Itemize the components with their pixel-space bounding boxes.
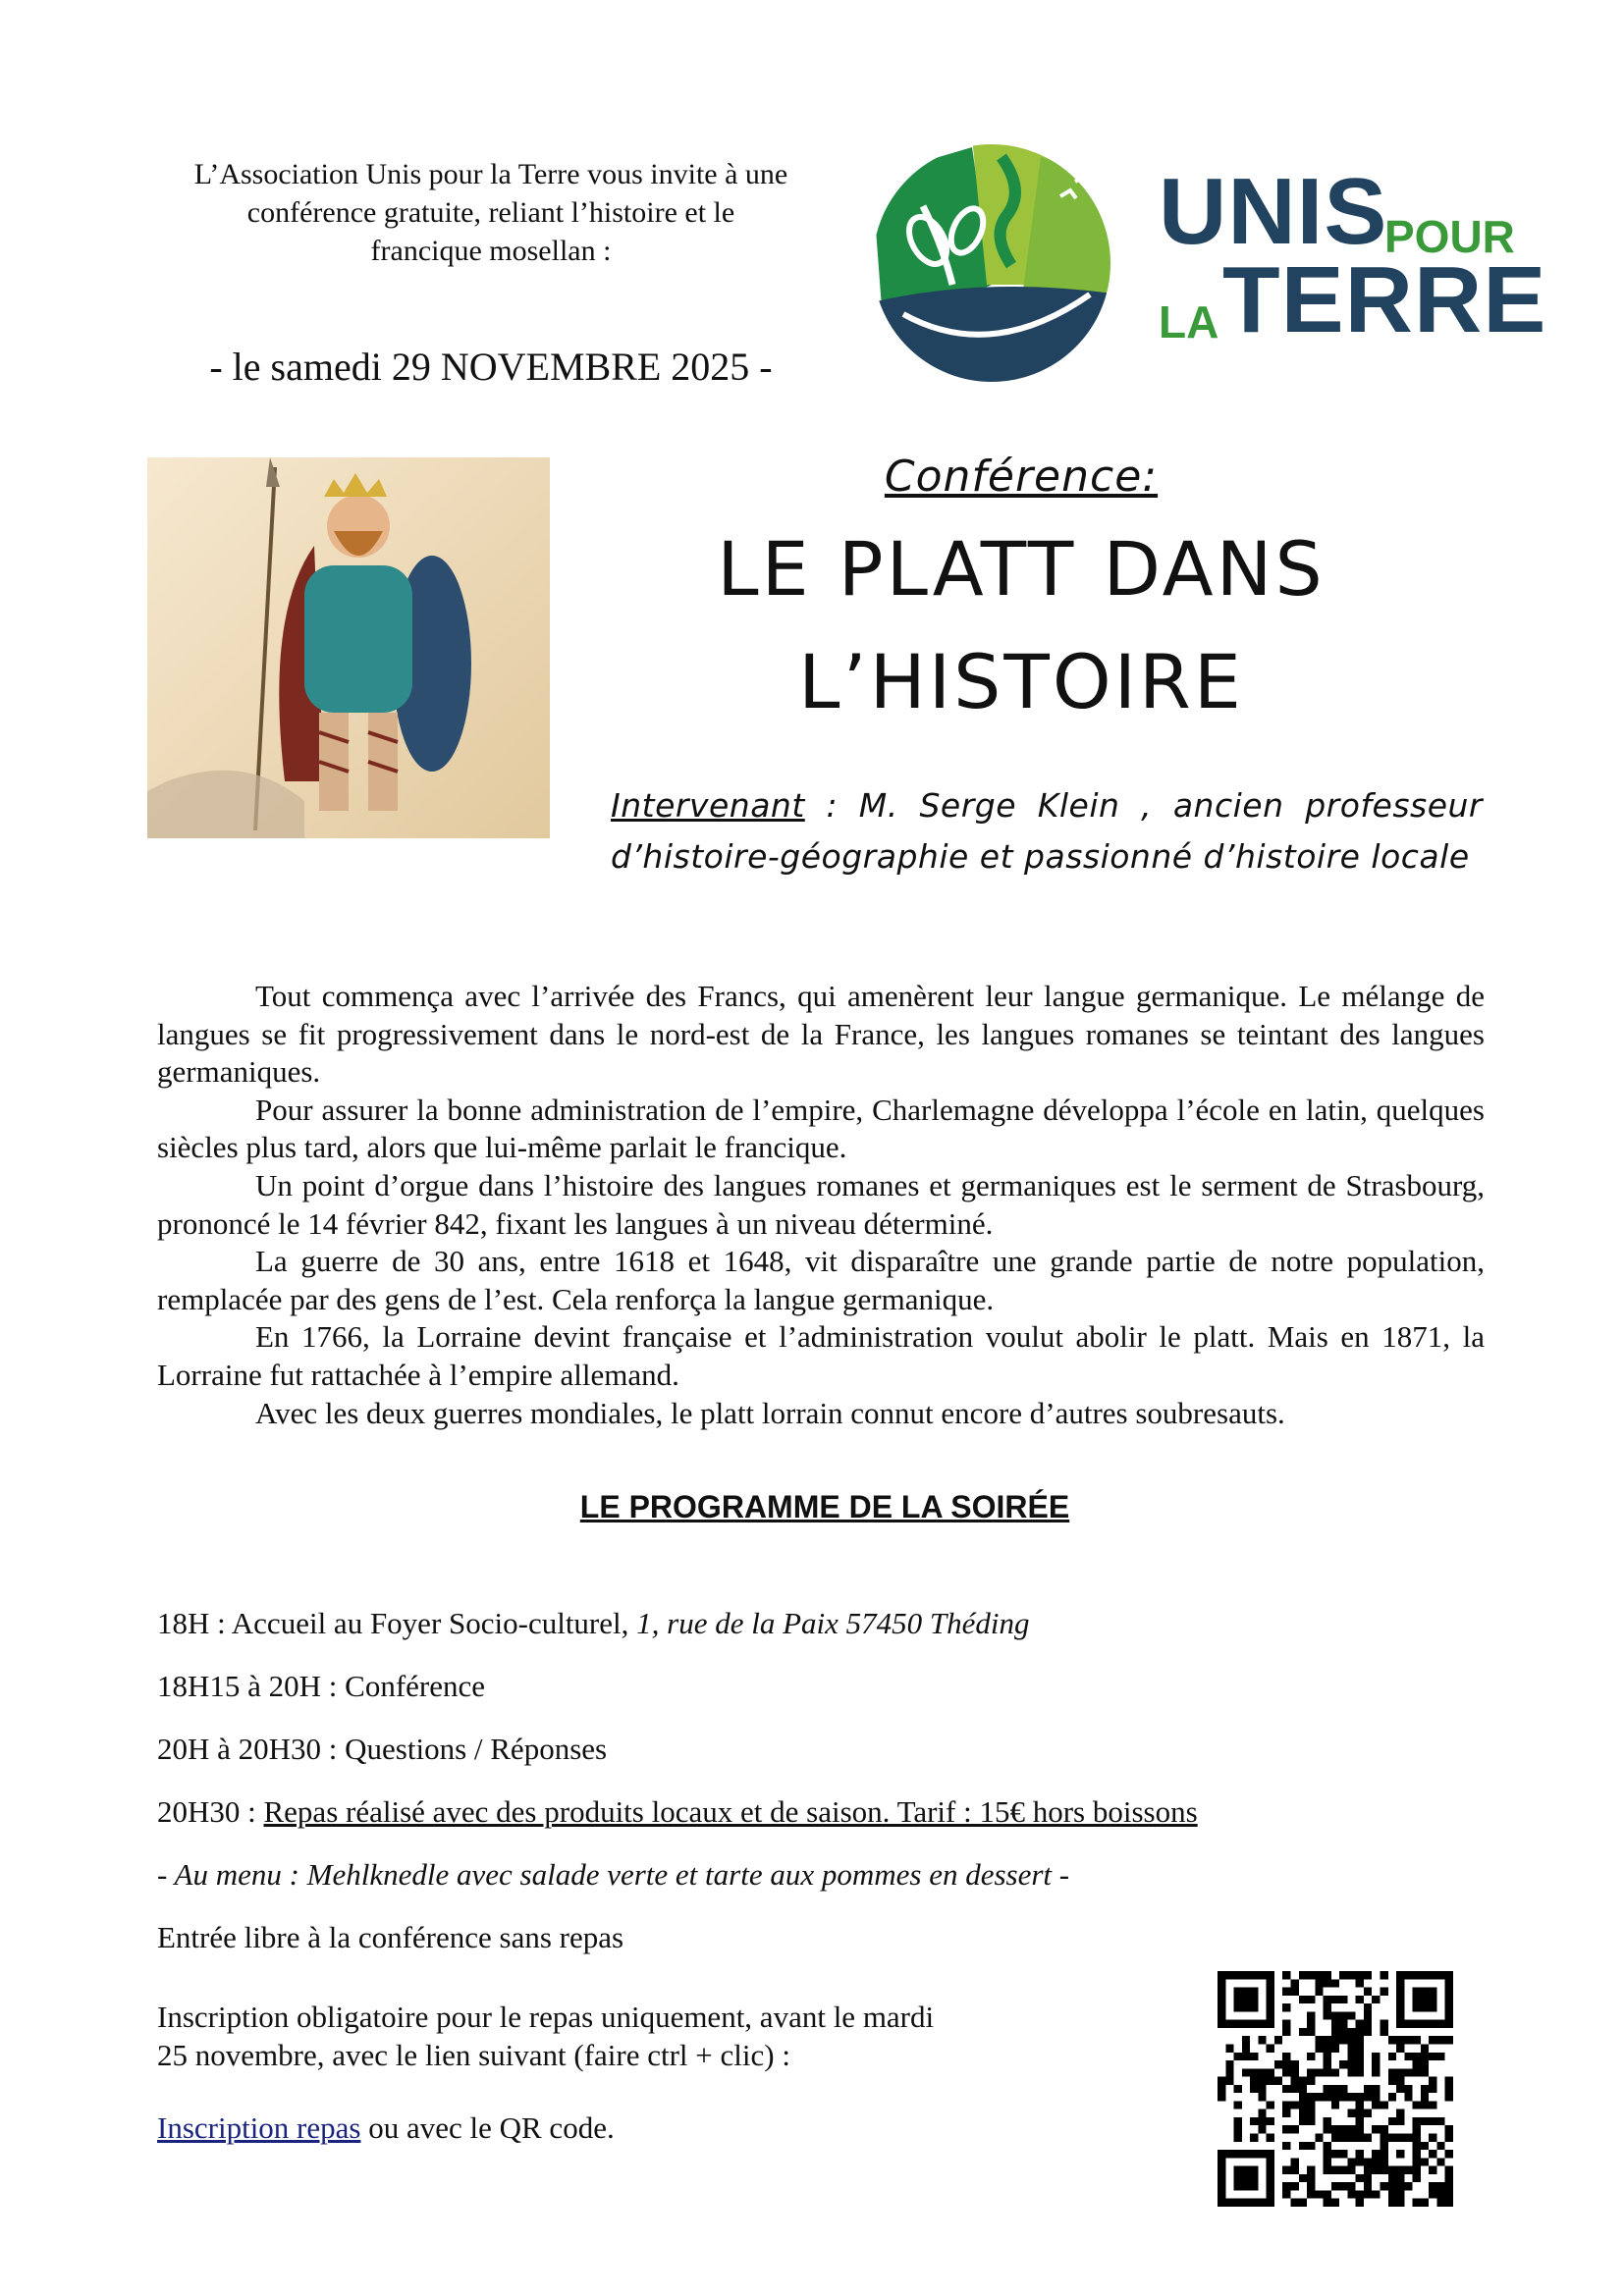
programme-item-welcome (157, 1606, 1030, 1641)
registration-link-line (157, 2110, 615, 2146)
gaul-warrior-illustration (147, 457, 550, 838)
programme-item-questions: 20H à 20H30 : Questions / Réponses (157, 1732, 608, 1766)
conference-title-line1: LE PLATT DANS (717, 525, 1326, 613)
speaker-label: Intervenant (611, 786, 805, 825)
registration-link[interactable]: Inscription repas (157, 2110, 361, 2145)
registration-line: Inscription obligatoire pour le repas uniquement, avant le mardi (157, 2000, 935, 2034)
programme-item-conference: 18H15 à 20H : Conférence (157, 1669, 486, 1703)
logo-word-unis: UNIS (1159, 159, 1388, 264)
menu-line: - Au menu : Mehlknedle avec salade verte et tarte aux pommes en dessert - (157, 1857, 1070, 1892)
logo-word-pour: POUR (1384, 211, 1515, 262)
conference-label: Conférence: (884, 452, 1159, 502)
free-entry-note: Entrée libre à la conférence sans repas (157, 1920, 624, 1954)
speaker-text: : M. Serge Klein , ancien professeur d’histoire-géographie et passionné d’histoire locale (611, 786, 1483, 876)
history-paragraph: La guerre de 30 ans, entre 1618 et 1648, vit disparaître une grande partie de notre population, remplacée par des gens de l’est. Cela renforça la langue germanique. (157, 1244, 1485, 1316)
venue-address: 1, rue de la Paix 57450 Théding (636, 1606, 1030, 1640)
registration-link-suffix: ou avec le QR code. (360, 2110, 615, 2145)
programme-item-text: 20H30 : (157, 1794, 264, 1829)
invitation-text (147, 155, 835, 270)
invitation-line: L’Association Unis pour la Terre vous invite à une (193, 158, 788, 190)
speaker-info (611, 780, 1483, 882)
invitation-line: francique mosellan : (370, 235, 612, 267)
history-paragraph: Tout commença avec l’arrivée des Francs, qui amenèrent leur langue germanique. Le mélange de langues se fit progressivement dans le nord-est de la France, les langues romanes se teintant des langues germaniques. (157, 979, 1485, 1090)
conference-title-line2: L’HISTOIRE (798, 638, 1244, 725)
history-paragraph: Un point d’orgue dans l’histoire des langues romanes et germaniques est le serment de Strasbourg, prononcé le 14 février 842, fixant les langues à un niveau déterminé. (157, 1167, 1485, 1241)
qr-code[interactable] (1218, 1971, 1453, 2207)
logo-word-la: LA (1159, 296, 1219, 347)
history-paragraph: Avec les deux guerres mondiales, le platt lorrain connut encore d’autres soubresauts. (255, 1395, 1285, 1430)
meal-description: Repas réalisé avec des produits locaux et de saison. Tarif : 15€ hors boissons (263, 1794, 1198, 1829)
programme-title: LE PROGRAMME DE LA SOIRÉE (579, 1489, 1070, 1524)
logo-word-terre: TERRE (1222, 247, 1547, 352)
registration-line: 25 novembre, avec le lien suivant (faire ctrl + clic) : (157, 2037, 790, 2072)
history-paragraph: Pour assurer la bonne administration de l’empire, Charlemagne développa l’école en latin, quelques siècles plus tard, alors que lui-même parlait le francique. (157, 1092, 1485, 1165)
invitation-line: conférence gratuite, reliant l’histoire et le (246, 196, 735, 229)
programme-item-meal (157, 1794, 1198, 1830)
history-text (157, 978, 1485, 1432)
programme-item-text: 18H : Accueil au Foyer Socio-culturel, (157, 1606, 637, 1640)
event-date: - le samedi 29 NOVEMBRE 2025 - (209, 345, 773, 389)
registration-note (157, 1999, 934, 2074)
history-paragraph: En 1766, la Lorraine devint française et l’administration voulut abolir le platt. Mais en 1871, la Lorraine fut rattachée à l’empire allemand. (157, 1319, 1485, 1392)
